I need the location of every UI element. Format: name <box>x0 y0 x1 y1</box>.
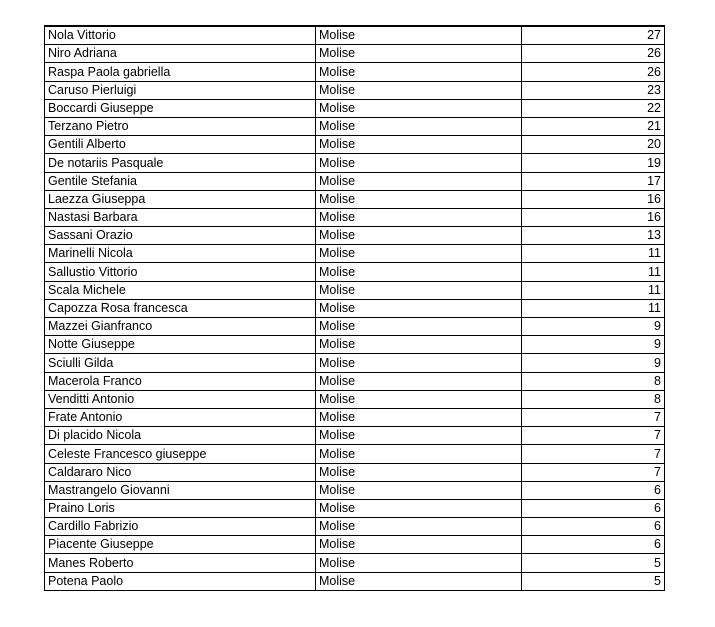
count-cell[interactable]: 11 <box>522 245 665 263</box>
count-cell[interactable]: 11 <box>522 299 665 317</box>
table-row <box>45 99 665 117</box>
name-cell[interactable]: Praino Loris <box>45 499 316 517</box>
name-cell[interactable]: Gentili Alberto <box>45 136 316 154</box>
region-cell[interactable]: Molise <box>316 445 522 463</box>
table-row <box>45 245 665 263</box>
name-cell[interactable]: Gentile Stefania <box>45 172 316 190</box>
table-row <box>45 227 665 245</box>
region-cell[interactable]: Molise <box>316 318 522 336</box>
region-cell[interactable]: Molise <box>316 427 522 445</box>
spreadsheet-sheet <box>44 25 664 591</box>
name-cell[interactable]: Potena Paolo <box>45 572 316 590</box>
count-cell[interactable]: 16 <box>522 190 665 208</box>
region-cell[interactable]: Molise <box>316 136 522 154</box>
name-cell[interactable]: Terzano Pietro <box>45 117 316 135</box>
name-cell[interactable]: Piacente Giuseppe <box>45 536 316 554</box>
count-cell[interactable]: 17 <box>522 172 665 190</box>
count-cell[interactable]: 27 <box>522 26 665 45</box>
region-cell[interactable]: Molise <box>316 554 522 572</box>
region-cell[interactable]: Molise <box>316 154 522 172</box>
count-cell[interactable]: 5 <box>522 572 665 590</box>
region-cell[interactable]: Molise <box>316 354 522 372</box>
region-cell[interactable]: Molise <box>316 26 522 45</box>
count-cell[interactable]: 9 <box>522 336 665 354</box>
table-row <box>45 390 665 408</box>
name-cell[interactable]: Macerola Franco <box>45 372 316 390</box>
count-cell[interactable]: 26 <box>522 63 665 81</box>
name-cell[interactable]: De notariis Pasquale <box>45 154 316 172</box>
region-cell[interactable]: Molise <box>316 408 522 426</box>
name-cell[interactable]: Nola Vittorio <box>45 26 316 45</box>
name-cell[interactable]: Venditti Antonio <box>45 390 316 408</box>
table-row <box>45 117 665 135</box>
data-table <box>44 25 665 591</box>
count-cell[interactable]: 8 <box>522 390 665 408</box>
region-cell[interactable]: Molise <box>316 117 522 135</box>
table-row <box>45 318 665 336</box>
name-cell[interactable]: Frate Antonio <box>45 408 316 426</box>
name-cell[interactable]: Mastrangelo Giovanni <box>45 481 316 499</box>
name-cell[interactable]: Sassani Orazio <box>45 227 316 245</box>
count-cell[interactable]: 20 <box>522 136 665 154</box>
table-row <box>45 299 665 317</box>
table-body <box>45 26 665 590</box>
table-row <box>45 445 665 463</box>
table-row <box>45 26 665 45</box>
region-cell[interactable]: Molise <box>316 372 522 390</box>
region-cell[interactable]: Molise <box>316 481 522 499</box>
name-cell[interactable]: Boccardi Giuseppe <box>45 99 316 117</box>
region-cell[interactable]: Molise <box>316 45 522 63</box>
region-cell[interactable]: Molise <box>316 81 522 99</box>
table-row <box>45 263 665 281</box>
name-cell[interactable]: Sciulli Gilda <box>45 354 316 372</box>
name-cell[interactable]: Nastasi Barbara <box>45 208 316 226</box>
count-cell[interactable]: 11 <box>522 263 665 281</box>
count-cell[interactable]: 8 <box>522 372 665 390</box>
name-cell[interactable]: Notte Giuseppe <box>45 336 316 354</box>
count-cell[interactable]: 21 <box>522 117 665 135</box>
table-row <box>45 554 665 572</box>
name-cell[interactable]: Scala Michele <box>45 281 316 299</box>
count-cell[interactable]: 16 <box>522 208 665 226</box>
count-cell[interactable]: 23 <box>522 81 665 99</box>
name-cell[interactable]: Raspa Paola gabriella <box>45 63 316 81</box>
table-row <box>45 463 665 481</box>
region-cell[interactable]: Molise <box>316 518 522 536</box>
name-cell[interactable]: Caldararo Nico <box>45 463 316 481</box>
name-cell[interactable]: Marinelli Nicola <box>45 245 316 263</box>
count-cell[interactable]: 6 <box>522 481 665 499</box>
table-row <box>45 408 665 426</box>
count-cell[interactable]: 5 <box>522 554 665 572</box>
table-row <box>45 372 665 390</box>
count-cell[interactable]: 13 <box>522 227 665 245</box>
region-cell[interactable]: Molise <box>316 281 522 299</box>
count-cell[interactable]: 7 <box>522 427 665 445</box>
table-row <box>45 336 665 354</box>
region-cell[interactable]: Molise <box>316 172 522 190</box>
table-row <box>45 172 665 190</box>
count-cell[interactable]: 7 <box>522 445 665 463</box>
table-row <box>45 518 665 536</box>
count-cell[interactable]: 7 <box>522 463 665 481</box>
count-cell[interactable]: 9 <box>522 354 665 372</box>
name-cell[interactable]: Di placido Nicola <box>45 427 316 445</box>
table-row <box>45 63 665 81</box>
name-cell[interactable]: Niro Adriana <box>45 45 316 63</box>
table-row <box>45 208 665 226</box>
count-cell[interactable]: 6 <box>522 499 665 517</box>
table-row <box>45 354 665 372</box>
table-row <box>45 45 665 63</box>
table-row <box>45 136 665 154</box>
region-cell[interactable]: Molise <box>316 208 522 226</box>
name-cell[interactable]: Celeste Francesco giuseppe <box>45 445 316 463</box>
region-cell[interactable]: Molise <box>316 536 522 554</box>
count-cell[interactable]: 7 <box>522 408 665 426</box>
table-row <box>45 536 665 554</box>
region-cell[interactable]: Molise <box>316 299 522 317</box>
region-cell[interactable]: Molise <box>316 63 522 81</box>
count-cell[interactable]: 9 <box>522 318 665 336</box>
table-row <box>45 81 665 99</box>
region-cell[interactable]: Molise <box>316 336 522 354</box>
region-cell[interactable]: Molise <box>316 463 522 481</box>
table-row <box>45 499 665 517</box>
count-cell[interactable]: 19 <box>522 154 665 172</box>
region-cell[interactable]: Molise <box>316 499 522 517</box>
name-cell[interactable]: Caruso Pierluigi <box>45 81 316 99</box>
count-cell[interactable]: 22 <box>522 99 665 117</box>
count-cell[interactable]: 26 <box>522 45 665 63</box>
name-cell[interactable]: Sallustio Vittorio <box>45 263 316 281</box>
count-cell[interactable]: 6 <box>522 518 665 536</box>
region-cell[interactable]: Molise <box>316 227 522 245</box>
table-row <box>45 281 665 299</box>
name-cell[interactable]: Cardillo Fabrizio <box>45 518 316 536</box>
region-cell[interactable]: Molise <box>316 572 522 590</box>
region-cell[interactable]: Molise <box>316 99 522 117</box>
table-row <box>45 481 665 499</box>
region-cell[interactable]: Molise <box>316 390 522 408</box>
table-row <box>45 572 665 590</box>
name-cell[interactable]: Manes Roberto <box>45 554 316 572</box>
name-cell[interactable]: Capozza Rosa francesca <box>45 299 316 317</box>
name-cell[interactable]: Laezza Giuseppa <box>45 190 316 208</box>
table-row <box>45 427 665 445</box>
region-cell[interactable]: Molise <box>316 190 522 208</box>
table-row <box>45 154 665 172</box>
region-cell[interactable]: Molise <box>316 263 522 281</box>
count-cell[interactable]: 11 <box>522 281 665 299</box>
name-cell[interactable]: Mazzei Gianfranco <box>45 318 316 336</box>
region-cell[interactable]: Molise <box>316 245 522 263</box>
table-row <box>45 190 665 208</box>
count-cell[interactable]: 6 <box>522 536 665 554</box>
